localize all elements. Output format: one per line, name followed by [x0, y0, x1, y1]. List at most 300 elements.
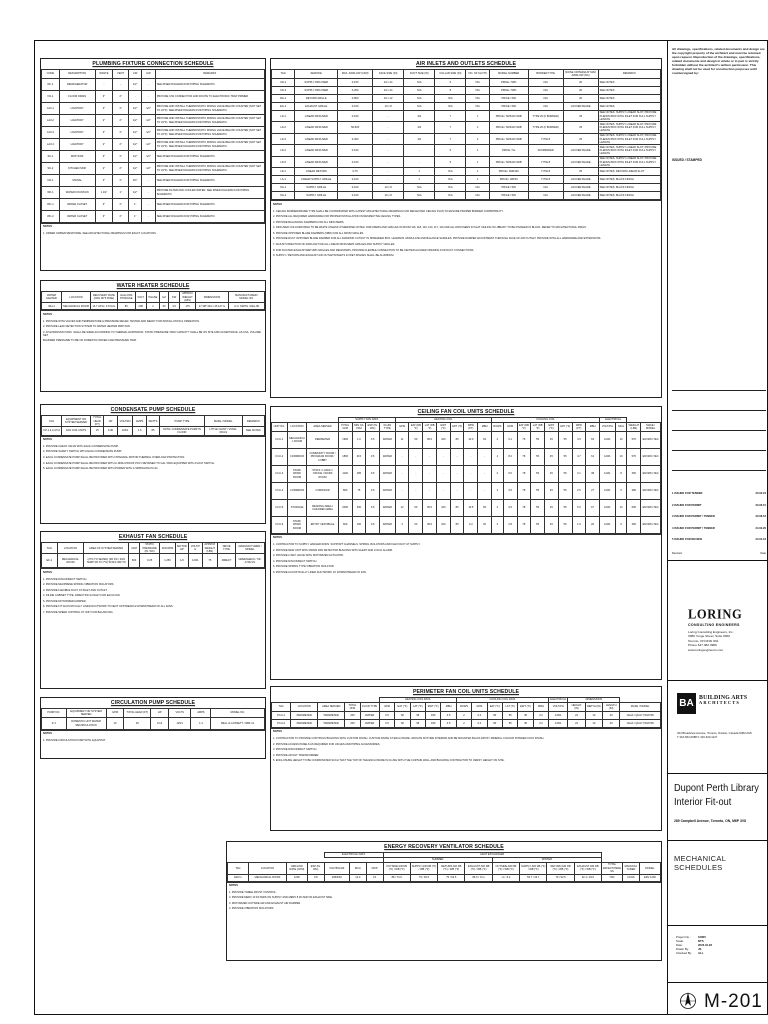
- table-row: [272, 133, 661, 144]
- water_heater-cell: A.O. SMITH / DEL-80: [229, 303, 265, 310]
- air_inlets-cell: 1: [466, 145, 489, 156]
- table-row: [42, 554, 265, 568]
- revision-row: [672, 515, 766, 518]
- air_inlets-cell: SEE NOTES. SUPPLY LINEAR SLOT, PROVIDE PLENUM BOX WITH INLET FOR FULL SUPPLY LENGTH: [598, 111, 660, 122]
- plumbing-cell: SEE RISER DIAGRAM FOR PIPING SCHEMATIC: [155, 175, 264, 187]
- perimeter_fcu-cell: 55: [502, 720, 517, 728]
- circulation-header: EQUIPMENT OR SYSTEM SERVED: [66, 709, 106, 718]
- water_heater-cell: 80: [117, 303, 135, 310]
- ceiling_fcu-cell: 3.2: [464, 517, 478, 534]
- condensate-note: 3. EACH CONDENSATE PUMP SHALL BE PROVIDED WITH INTEGRAL MOTOR THERMAL OVERLOAD PROTECTION.: [43, 456, 185, 460]
- perimeter_fcu-cell: 0.4: [472, 720, 487, 728]
- perimeter_fcu-header: ROWS: [456, 703, 471, 712]
- table-row: [42, 718, 265, 730]
- ceiling_fcu-cell: -: [423, 483, 437, 500]
- ceiling_fcu-cell: -: [395, 483, 409, 500]
- table-row: [272, 466, 661, 483]
- air_inlets-note: 8. FOR DUCTED EXHAUST/RETURN GRILLES AND REGISTERS, PROVIDE FLEXIBLE CONNECTION TO BE CENTER ALIGNED OPENING FOR DUCT CONNECTIONS.: [273, 248, 475, 252]
- erv-notes-heading: NOTES: [229, 883, 238, 887]
- revision-date: 23.02.24: [755, 492, 766, 495]
- plumbing-header: VENT: [113, 70, 129, 79]
- table-row: [272, 432, 661, 449]
- circulation-header: TOTAL HEAD (FT): [124, 709, 151, 718]
- exhaust-cell: 0.25: [140, 554, 160, 568]
- condensate-header: VOLT/PH: [117, 416, 133, 427]
- water_heater-cell: 208: [135, 303, 146, 310]
- disclaimer-text: All drawings, specifications, related documents and design are the copyright property of the architect and must be returned upon request. Reproduction of the drawings, specifications, related documents and design in whole or in part is strictly forbidden without the architect's written permission. This drawing shall not be used for construction purposes until countersigned by:: [672, 47, 765, 76]
- plumbing-cell: 1/2": [142, 139, 155, 151]
- plumbing-cell: LAVATORY: [59, 115, 95, 127]
- air_inlets-cell: 16 x 12: [373, 95, 404, 103]
- ceiling_fcu-cell: 6: [615, 483, 627, 500]
- ceiling_fcu-cell: 45: [545, 500, 559, 517]
- table-row: [272, 500, 661, 517]
- table-row: [42, 115, 265, 127]
- ceiling_fcu-cell: FCU-3: [272, 466, 288, 483]
- air_inlets-cell: 1: [404, 168, 435, 176]
- perimeter_fcu-cell: PCU-2: [272, 720, 291, 728]
- ceiling-fcu-schedule: [270, 406, 662, 680]
- water_heater-note: BLADDER PRESSURE TO BE ON DOMESTIC WATER LINE PRESSURE TRIM.: [43, 339, 137, 343]
- plumbing-fixture-schedule: [40, 58, 266, 271]
- ceiling_fcu-cell: 3.6: [503, 483, 517, 500]
- ceiling_fcu-header: EWT (°F): [436, 423, 450, 432]
- fcu-supply-group: SUPPLY FAN DATA: [338, 418, 395, 423]
- ceiling-fcu-table: [271, 417, 661, 534]
- ceiling_fcu-cell: -: [409, 449, 423, 466]
- plumbing-cell: PROVIDE AND INSTALL THERMOSTATIC MIXING VALVE BELOW COUNTER (NOT SET TO 43°F). SEE RISER DIAGRAM FOR PIPING SCHEMATIC: [155, 115, 264, 127]
- erv-header: LOCATION: [249, 863, 287, 874]
- circulation-cell: DOMESTIC HOT WATER RECIRCULATION: [66, 718, 106, 730]
- exhaust-header: VOLT/PH: [189, 543, 202, 554]
- air_inlets-cell: 3/4: [404, 111, 435, 122]
- plumbing-title: PLUMBING FIXTURE CONNECTION SCHEDULE: [92, 60, 214, 68]
- exhaust-note: 5. PROVIDE MOTORIZED DAMPER.: [43, 599, 87, 603]
- ceiling_fcu-cell: 66: [478, 500, 492, 517]
- issue-label: ISSUED / STAMPED: [672, 158, 702, 162]
- erv-cell: 0.8: [307, 874, 324, 881]
- air_inlets-cell: 0-800: [338, 95, 373, 103]
- table-row: [42, 103, 265, 115]
- ceiling_fcu-note: 1. CONTRACTOR TO SUPPLY HANGER RODS. SUPPORT CHANNELS, SPRING ISOLATORS AND FLEX DUCT AT SUPPLY.: [273, 543, 421, 547]
- air_inlets-cell: N/A: [466, 103, 489, 111]
- erv-cell: 70 / 52.5: [547, 874, 574, 881]
- plumbing-notes-heading: NOTES: [43, 225, 52, 229]
- plumbing-cell: 1/2": [128, 103, 141, 115]
- perimeter_fcu-cell: PCU-1: [272, 712, 291, 720]
- table-row: [272, 192, 661, 200]
- air_inlets-cell: 24 x 24: [373, 87, 404, 95]
- circulation-cell: BELL & GOSSETT / NBF-12: [211, 718, 265, 730]
- project-name: [674, 782, 759, 809]
- plumbing-cell: SEE RISER DIAGRAM FOR PIPING SCHEMATIC: [155, 151, 264, 163]
- perimeter_fcu-header: MAKE / MODEL: [620, 703, 661, 712]
- ceiling_fcu-cell: 55: [531, 500, 545, 517]
- air_inlets-cell: 0-160: [338, 145, 373, 156]
- air-inlets-table: [271, 69, 661, 200]
- plumbing-cell: 1/2": [142, 151, 155, 163]
- ceiling_fcu-header: MAKE / MODEL: [641, 423, 661, 432]
- air_inlets-cell: -: [373, 168, 404, 176]
- ceiling_fcu-header: VOLT/PH: [600, 423, 616, 432]
- circulation-header: MODEL NO.: [211, 709, 265, 718]
- erv-summer-group: SUMMER: [383, 858, 492, 863]
- air_inlets-cell: LINEAR SUPPLY GRILLE: [295, 176, 338, 184]
- ceiling_fcu-cell: 38: [586, 466, 600, 483]
- erv-cell: 86.6 / 72.1: [465, 874, 492, 881]
- ceiling_fcu-cell: 5.0: [572, 500, 586, 517]
- ceiling_fcu-cell: 55: [558, 449, 572, 466]
- ceiling_fcu-cell: 9.1: [503, 432, 517, 449]
- air_inlets-cell: N/A: [435, 176, 466, 184]
- ceiling_fcu-cell: 120/1: [600, 483, 616, 500]
- table-row: [42, 151, 265, 163]
- plumbing-cell: -: [113, 79, 129, 91]
- erv-header: OUTSIDE AIR DB (°F) / WB (°F): [492, 863, 519, 874]
- ceiling_fcu-cell: 100: [436, 500, 450, 517]
- air_inlets-cell: SUPPLY GRILLE: [295, 184, 338, 192]
- ceiling_fcu-header: MIN OA CFM: [352, 423, 366, 432]
- air_inlets-cell: N/A: [404, 95, 435, 103]
- table-row: [272, 95, 661, 103]
- air_inlets-cell: 10 x 8: [373, 103, 404, 111]
- air_inlets-cell: N/A: [466, 87, 489, 95]
- air_inlets-cell: PRICE / SDS100 SDB: [489, 156, 528, 167]
- water_heater-header: RECOVERY RATE (GPH 90°F RISE): [91, 292, 118, 303]
- table-row: [42, 127, 265, 139]
- ceiling_fcu-header: WPD (FT): [572, 423, 586, 432]
- table-row: [228, 874, 661, 881]
- condensate-header: REMARKS: [242, 416, 264, 427]
- perimeter_fcu-cell: WATER: [360, 712, 379, 720]
- divider: [668, 560, 768, 561]
- erv-table: [227, 852, 661, 882]
- perimeter_fcu-header: HEIGHT (IN): [568, 703, 585, 712]
- plumbing-cell: 2": [113, 199, 129, 211]
- condensate-header: HP: [104, 416, 117, 427]
- erv-header: SUPPLY AIR DB (°F) / WB (°F): [520, 863, 547, 874]
- perimeter_fcu-header: GPM: [472, 703, 487, 712]
- ceiling_fcu-cell: 45: [545, 483, 559, 500]
- condensate-cell: SEE NOTES: [242, 427, 264, 435]
- erv-cell: 32.1 / 29.5: [574, 874, 601, 881]
- air_inlets-cell: SEE NOTES: [598, 79, 660, 87]
- exhaust-header: MANUFACTURER / MODEL: [235, 543, 264, 554]
- air_inlets-cell: LOUVER BLADE: [563, 176, 598, 184]
- erv-header: TOTAL EFFECTIVENESS: [603, 863, 621, 873]
- ceiling_fcu-header: EAT (DB °F): [410, 423, 421, 431]
- air_inlets-cell: 0-150: [338, 192, 373, 200]
- ceiling_fcu-cell: WATER: [380, 483, 396, 500]
- ceiling_fcu-header: MCA: [615, 423, 627, 432]
- perimeter_fcu-cell: 95: [410, 720, 425, 728]
- exhaust-notes-heading: NOTES: [43, 570, 52, 574]
- plumbing-cell: -: [142, 175, 155, 187]
- ceiling_fcu-cell: 120/1: [600, 432, 616, 449]
- ceiling_fcu-header: FLUID TYPE: [380, 423, 396, 432]
- perimeter_fcu-header: GPM: [379, 703, 394, 712]
- air_inlets-cell: PRICE / 530: [489, 103, 528, 111]
- water_heater-note: 2. PROVIDE LEAK DETECTION SYSTEM TO WATER HEATER DRIP PAN.: [43, 325, 131, 329]
- air_inlets-cell: TYPE 8: [528, 176, 563, 184]
- air_inlets-cell: -: [373, 133, 404, 144]
- exhaust-cell: DIRECT: [218, 554, 236, 568]
- ceiling_fcu-cell: -: [464, 466, 478, 483]
- ceiling_fcu-cell: READING AREA / CHILDREN AREA: [307, 500, 338, 517]
- project-address: 289 Campbell Avenue, Toronto, ON, M6P 3V8: [674, 819, 746, 823]
- plumbing-cell: PROVIDE AND INSTALL THERMOSTATIC MIXING VALVE BELOW COUNTER (NOT SET TO 43°F). SEE RISER DIAGRAM FOR PIPING SCHEMATIC: [155, 163, 264, 175]
- ceiling_fcu-cell: 600: [627, 500, 641, 517]
- plumbing-header: REMARKS: [155, 70, 264, 79]
- divider: [668, 680, 768, 681]
- ceiling_fcu-header: TOTAL CFM: [338, 423, 352, 432]
- exhaust-header: DRIVE TYPE: [218, 543, 236, 554]
- plumbing-note: 1. ORDER OWNER RESPONSE. SEE ARCHITECTURAL DRAWINGS FOR EXACT LOCATIONS.: [43, 232, 157, 236]
- air_inlets-cell: TYPE 26 (F BORDER): [528, 122, 563, 133]
- ceiling_fcu-cell: 4: [395, 517, 409, 534]
- divider: [668, 773, 768, 774]
- divider: [668, 925, 768, 926]
- perimeter_fcu-cell: 4.5: [441, 712, 456, 720]
- ceiling_fcu-cell: 9.5: [503, 500, 517, 517]
- plumbing-cell: LAVATORY: [59, 103, 95, 115]
- ceiling_fcu-header: LAT (DB °F): [531, 423, 545, 432]
- perimeter_fcu-cell: 80: [487, 720, 502, 728]
- exhaust-cell: 120/1: [189, 554, 202, 568]
- plumbing-cell: MOP SINK: [59, 151, 95, 163]
- erv-header: TAG: [228, 863, 249, 874]
- ceiling_fcu-cell: 60: [409, 517, 423, 534]
- air_inlets-cell: PRICE / SDS100 SDB: [489, 122, 528, 133]
- ceiling_fcu-cell: STAFF WORK ROOM: [287, 466, 307, 483]
- ceiling_fcu-cell: FCU-4: [272, 483, 288, 500]
- ba-name-line2: ARCHITECTS: [699, 700, 741, 706]
- air_inlets-cell: LINEAR DIFFUSER: [295, 145, 338, 156]
- exhaust-cell: MECHANICAL ROOM: [57, 554, 84, 568]
- plumbing-cell: REFRIGERATOR: [59, 79, 95, 91]
- water_heater-cell: 1: [146, 303, 159, 310]
- perimeter_fcu-cell: 3.2: [533, 720, 548, 728]
- sheet-title-line2: SCHEDULES: [674, 862, 723, 872]
- ceiling_fcu-cell: 20: [586, 517, 600, 534]
- ceiling_fcu-cell: 55: [531, 449, 545, 466]
- plumbing-header: CW: [128, 70, 141, 79]
- air_inlets-header: FACE SIZE (IN): [373, 70, 404, 79]
- condensate-table: [41, 415, 265, 436]
- air_inlets-cell: CD-2: [272, 87, 295, 95]
- ceiling_fcu-cell: 78: [517, 517, 531, 534]
- ceiling_fcu-cell: -: [436, 483, 450, 500]
- ceiling_fcu-cell: 4: [491, 500, 503, 517]
- plumbing-cell: 3": [95, 199, 113, 211]
- ceiling_fcu-cell: 10: [615, 449, 627, 466]
- erv-header: MOP: [366, 863, 383, 874]
- ceiling_fcu-cell: 185: [352, 466, 366, 483]
- building-arts-logo: BA: [677, 693, 696, 714]
- ceiling_fcu-cell: 0.5: [366, 449, 380, 466]
- ceiling_fcu-cell: -: [409, 483, 423, 500]
- loring-logo-sub: CONSULTING ENGINEERS: [688, 623, 740, 627]
- ceiling_fcu-cell: 8: [615, 466, 627, 483]
- ceiling_fcu-cell: ENTRY VESTIBULE: [307, 517, 338, 534]
- erv-cell: COOK: [623, 874, 640, 881]
- ceiling_fcu-cell: 1800: [338, 449, 352, 466]
- plumbing-cell: PROVIDE FILTER AND COOLER WATER. SEE RISER DIAGRAM FOR PIPING SCHEMATIC: [155, 187, 264, 199]
- exhaust-header: LOCATION: [57, 543, 84, 554]
- perimeter_fcu-note: 3. PROVIDE DISCONNECT SWITCH.: [273, 748, 318, 752]
- circulation-cell: 1.4: [191, 718, 211, 730]
- water-heater-table: [41, 291, 265, 310]
- air_inlets-cell: SEE NOTES. BLACK FINISH: [598, 184, 660, 192]
- plumbing-cell: WATER CLOSET: [59, 199, 95, 211]
- perimeter_fcu-cell: 40: [603, 720, 620, 728]
- air_inlets-cell: TYPE 8: [528, 156, 563, 167]
- water_heater-header: MANUFACTURER / MODEL NO.: [229, 292, 265, 303]
- plumbing-cell: PROVIDE AND INSTALL THERMOSTATIC MIXING VALVE BELOW COUNTER (NOT SET TO 43°F). SEE RISER DIAGRAM FOR PIPING SCHEMATIC: [155, 103, 264, 115]
- perimeter_fcu-header: EWT (°F): [426, 703, 441, 712]
- air_inlets-cell: N/A: [528, 192, 563, 200]
- exhaust-note: 6. PROVIDE FIT ACOUSTICALLY LINED DUCTWORK TO NEXT UPSTREAM & DOWNSTREAM OF ALL FANS.: [43, 605, 174, 609]
- exhaust-note: 4. INLINE CABINET TYPE, DIRECTION & INLET FOR EACH FAN.: [43, 594, 121, 598]
- air_inlets-cell: SEE NOTES. SUPPLY LINEAR SLOT, PROVIDE PLENUM BOX WITH INLET FOR FULL SUPPLY LENGTH: [598, 156, 660, 167]
- ceiling_fcu-cell: WATER: [380, 500, 396, 517]
- water_heater-cell: WH-1: [42, 303, 62, 310]
- air_inlets-cell: 0-160: [338, 176, 373, 184]
- air_inlets-cell: 50-500: [338, 122, 373, 133]
- air_inlets-cell: -: [404, 156, 435, 167]
- ceiling_fcu-cell: 800: [338, 483, 352, 500]
- air-inlets-notes-heading: NOTES: [273, 202, 282, 206]
- condensate-cell: 120/1: [117, 427, 133, 435]
- plumbing-cell: 2": [113, 175, 129, 187]
- north-arrow-icon: [678, 991, 698, 1011]
- table-row: [272, 720, 661, 728]
- water-heater-notes-heading: NOTES: [43, 312, 52, 316]
- exhaust-notes: [41, 568, 265, 618]
- air_inlets-cell: -: [373, 122, 404, 133]
- air_inlets-cell: LINEAR DIFFUSER: [295, 156, 338, 167]
- circulation-header: PUMP NO.: [42, 709, 67, 718]
- perimeter_fcu-cell: 10: [585, 720, 602, 728]
- erv-hx-group: HEAT EXCHANGER: [383, 853, 602, 858]
- air_inlets-cell: N/A: [404, 87, 435, 95]
- air_inlets-cell: N/A: [528, 79, 563, 87]
- plumbing-cell: -: [142, 79, 155, 91]
- exhaust-header: CFM: [128, 543, 139, 554]
- ceiling_fcu-cell: 60: [409, 432, 423, 449]
- ceiling_fcu-cell: -: [478, 483, 492, 500]
- erv-title: ENERGY RECOVERY VENTILATOR SCHEDULE: [384, 843, 504, 851]
- ceiling_fcu-cell: 55: [531, 483, 545, 500]
- plumbing-cell: 3": [95, 211, 113, 223]
- ceiling_fcu-cell: 570: [627, 449, 641, 466]
- ceiling_fcu-cell: 600: [338, 517, 352, 534]
- condensate-header: WATTS: [146, 416, 159, 427]
- water_heater-header: APPROX WEIGHT (LBS): [180, 292, 196, 303]
- air_inlets-cell: 1: [466, 111, 489, 122]
- ceiling_fcu-cell: 45: [545, 449, 559, 466]
- circulation-cell: 10: [106, 718, 124, 730]
- plumbing-cell: SK-2: [42, 163, 60, 175]
- ceiling_fcu-cell: 60: [409, 500, 423, 517]
- plumbing-cell: -: [95, 79, 113, 91]
- ceiling_fcu-cell: 45: [545, 466, 559, 483]
- table-row: [272, 184, 661, 192]
- ceiling_fcu-cell: 80: [450, 500, 464, 517]
- ceiling_fcu-cell: 10.0: [464, 432, 478, 449]
- meta-label: Project No.:: [676, 935, 691, 939]
- plumbing-cell: PROVIDE AND INSTALL THERMOSTATIC MIXING VALVE BELOW COUNTER (NOT SET TO 43°F). SEE RISER DIAGRAM FOR PIPING SCHEMATIC: [155, 127, 264, 139]
- table-row: [272, 103, 661, 111]
- plumbing-cell: KITCHEN SINK: [59, 163, 95, 175]
- air_inlets-cell: PRICE / 530: [489, 95, 528, 103]
- air_inlets-cell: -: [373, 176, 404, 184]
- air_inlets-cell: 3/4: [404, 133, 435, 144]
- water_heater-header: WATER HEATER: [42, 292, 62, 303]
- engineer-address-line: 3080 Yonge Street, Suite 6000: [688, 634, 730, 639]
- ceiling_fcu-cell: 1100: [338, 466, 352, 483]
- air_inlets-cell: N/A: [528, 95, 563, 103]
- table-row: [272, 111, 661, 122]
- ceiling_fcu-cell: FCU-6: [272, 517, 288, 534]
- water_heater-header: PHASE: [146, 292, 159, 303]
- erv-note: 4. PROVIDE VIBRATION ISOLATORS.: [229, 907, 275, 911]
- air_inlets-cell: 10 x 8: [373, 184, 404, 192]
- perimeter_fcu-header: TOTAL CFM: [345, 703, 360, 712]
- ceiling_fcu-cell: 55: [558, 500, 572, 517]
- erv-cell: 70%: [602, 874, 623, 881]
- air_inlets-header: MODEL NUMBER: [489, 70, 528, 79]
- perimeter_fcu-header: MBH: [441, 703, 456, 712]
- perimeter_fcu-cell: 0.5: [379, 720, 394, 728]
- table-row: [272, 168, 661, 176]
- ceiling_fcu-header: MBH: [478, 423, 492, 432]
- plumbing-cell: LAV-1: [42, 103, 60, 115]
- ceiling_fcu-cell: 45: [545, 432, 559, 449]
- perimeter_fcu-header: VOLT/PH: [549, 703, 568, 712]
- air_inlets-cell: LD-4: [272, 145, 295, 156]
- ceiling_fcu-cell: 80: [450, 517, 464, 534]
- ceiling_fcu-cell: 10.5: [464, 500, 478, 517]
- water_heater-note: 1. PROVIDE WITH VALVES AND TEMPERATURE & PRESSURE RELIEF. TESTED AND READY FOR INSTALLATION & OPERATION.: [43, 319, 200, 323]
- ceiling_fcu-cell: FCU-5: [272, 500, 288, 517]
- meta-label: Date:: [676, 943, 683, 948]
- circulation-header: VOLTS: [169, 709, 191, 718]
- ceiling_fcu-cell: STORAGE: [287, 500, 307, 517]
- air_inlets-cell: 1: [466, 168, 489, 176]
- air_inlets-note: 7. ADJUST DIRECTION OF AIRFLOW FOR ALL LINEAR DIFFUSERS GRILLES AND SUPPLY GRILLES.: [273, 242, 396, 246]
- air_inlets-cell: RETURN GRILLE: [295, 95, 338, 103]
- air_inlets-cell: 25: [563, 111, 598, 122]
- ceiling_fcu-cell: 350: [627, 517, 641, 534]
- table-row: [42, 427, 265, 435]
- ceiling_fcu-cell: ENVIRO-TEC: [641, 483, 661, 500]
- air_inlets-cell: LINEAR DIFFUSER: [295, 111, 338, 122]
- air_inlets-cell: 1: [404, 176, 435, 184]
- ceiling_fcu-cell: 95.0: [423, 432, 437, 449]
- ceiling_fcu-note: 5. PROVIDE SPRING TYPE VIBRATION ISOLATOR.: [273, 565, 335, 569]
- ceiling_fcu-header: ESP (IN. WG): [367, 423, 378, 431]
- perimeter_fcu-cell: JAGA / QUAY 07H0700: [620, 720, 661, 728]
- revision-date: 24.04.16: [755, 538, 766, 541]
- air_inlets-cell: LD-3: [272, 133, 295, 144]
- ceiling_fcu-cell: 4: [491, 483, 503, 500]
- ceiling_fcu-cell: STAFF / LUNCH / OFFICE / WORK ROOM: [307, 466, 338, 483]
- ceiling_fcu-cell: 315: [352, 449, 366, 466]
- air_inlets-cell: PRICE / 520: [489, 192, 528, 200]
- perimeter_fcu-cell: 80: [487, 712, 502, 720]
- ceiling_fcu-cell: WATER: [380, 432, 396, 449]
